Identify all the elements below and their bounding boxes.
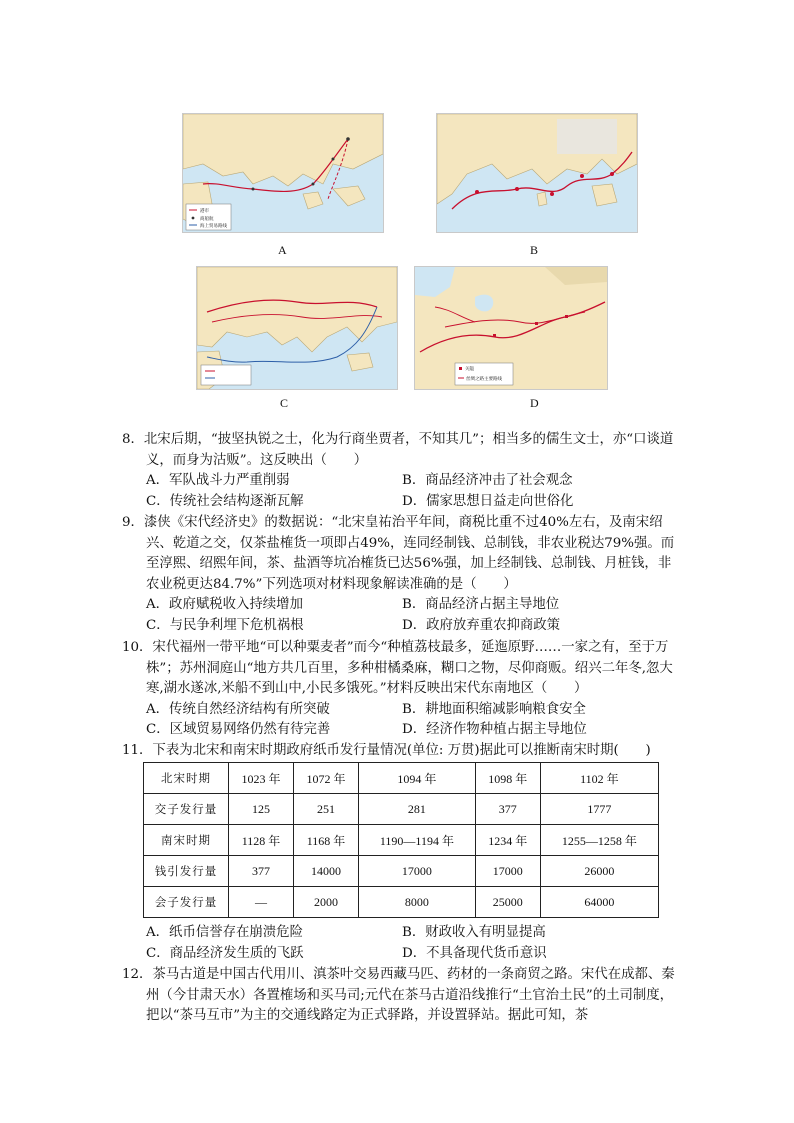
question-8-option-b: B．商品经济冲击了社会观念 (402, 473, 573, 488)
map-c (196, 266, 398, 390)
table-cell: 125 (229, 794, 294, 825)
map-c-graphic (197, 267, 397, 389)
table-cell: 251 (293, 794, 358, 825)
table-cell: 377 (475, 794, 540, 825)
map-d-graphic (415, 267, 607, 389)
table-cell: 2000 (293, 887, 358, 918)
question-11-option-d: D．不具备现代货币意识 (402, 945, 547, 961)
table-row (144, 794, 659, 825)
map-b (436, 113, 638, 233)
map-d-legend-1: 丝绸之路主要路线 (466, 377, 502, 382)
question-9-option-b: B．商品经济占据主导地位 (402, 597, 560, 612)
question-11-options (122, 923, 682, 964)
question-9 (122, 513, 682, 636)
question-8-option-a: A．军队战斗力严重削弱 (146, 473, 290, 488)
question-11-table (143, 762, 659, 918)
table-cell: 281 (358, 794, 475, 825)
map-a-legend-0: 港市 (200, 209, 209, 214)
table-cell: 26000 (540, 856, 658, 887)
map-a-legend-1: 商船航 (200, 217, 214, 222)
table-row (144, 887, 659, 918)
map-d-label: D (530, 396, 539, 410)
table-cell: 1777 (540, 794, 658, 825)
table-cell: 北宋时期 (144, 763, 229, 794)
table-cell: 1190—1194 年 (358, 825, 475, 856)
question-12-text: 12．茶马古道是中国古代用川、滇茶叶交易西藏马匹、药材的一条商贸之路。宋代在成都、秦州（今甘肃天水）各置榷场和买马司;元代在茶马古道沿线推行“土官治土民”的土司制度，把以“茶马互市”为主的交通线路定为正式驿路，并设置驿站。据此可知，茶 (122, 967, 675, 1023)
question-8-text: 8．北宋后期，“披坚执锐之士，化为行商坐贾者，不知其几”；相当多的儒生文士，亦“口谈道义，而身为沽贩”。这反映出（ ） (122, 432, 674, 468)
question-9-text: 9．漆侠《宋代经济史》的数据说：“北宋皇祐治平年间，商税比重不过40%左右，及南宋绍兴、乾道之交，仅茶盐榷货一项即占49%，连同经制钱、总制钱，非农业税达79%强。而至淳熙、绍熙年间，茶、盐酒等坑冶榷货已达56%强，加上经制钱、总制钱、月桩钱，非农业税更达84.7%”下列选项对材料现象解读准确的是（ ） (122, 515, 675, 592)
table-cell: 会子发行量 (144, 887, 229, 918)
question-8-option-d: D．儒家思想日益走向世俗化 (402, 493, 574, 509)
question-11-option-c: C．商品经济发生质的飞跃 (146, 945, 304, 961)
table-cell: — (229, 887, 294, 918)
map-a (182, 113, 384, 233)
question-10-option-b: B．耕地面积缩减影响粮食安全 (402, 701, 586, 717)
question-10-option-d: D．经济作物种植占据主导地位 (402, 722, 587, 737)
table-cell: 南宋时期 (144, 825, 229, 856)
question-10-text: 10．宋代福州一带平地“可以种粟麦者”而今“种植荔枝最多，延迤原野……一家之有，至于万株”；苏州洞庭山“地方共几百里，多种柑橘桑麻，糊口之物，尽仰商贩。绍兴二年冬,忽大寒,湖水遂冰,米船不到山中,小民多饿死。”材料反映出宋代东南地区（ ） (122, 640, 673, 696)
table-cell: 17000 (358, 856, 475, 887)
map-d-legend-0: 关隘 (465, 367, 474, 372)
question-8-option-c: C．传统社会结构逐渐瓦解 (146, 493, 304, 509)
map-a-graphic (183, 114, 383, 232)
question-9-option-c: C．与民争利埋下危机祸根 (146, 617, 304, 633)
table-cell: 1102 年 (540, 763, 658, 794)
question-11 (122, 741, 682, 762)
table-row (144, 763, 659, 794)
table-cell: 17000 (475, 856, 540, 887)
question-10 (122, 638, 682, 741)
table-cell: 交子发行量 (144, 794, 229, 825)
question-9-option-d: D．政府放弃重农抑商政策 (402, 617, 561, 633)
question-10-option-a: A．传统自然经济结构有所突破 (146, 701, 330, 717)
table-cell: 64000 (540, 887, 658, 918)
question-11-option-a: A．纸币信誉存在崩溃危险 (146, 925, 303, 940)
map-c-label: C (280, 396, 289, 410)
question-11-option-b: B．财政收入有明显提高 (402, 925, 546, 940)
table-cell: 1168 年 (293, 825, 358, 856)
map-d (414, 266, 608, 390)
map-a-label: A (278, 243, 287, 257)
map-b-graphic (437, 114, 637, 232)
table-cell: 1023 年 (229, 763, 294, 794)
table-cell: 1255—1258 年 (540, 825, 658, 856)
table-cell: 377 (229, 856, 294, 887)
question-10-option-c: C．区域贸易网络仍然有待完善 (146, 722, 331, 737)
table-row (144, 856, 659, 887)
table-cell: 钱引发行量 (144, 856, 229, 887)
table-cell: 1072 年 (293, 763, 358, 794)
table-cell: 14000 (293, 856, 358, 887)
table-cell: 1094 年 (358, 763, 475, 794)
table-cell: 8000 (358, 887, 475, 918)
table-cell: 1098 年 (475, 763, 540, 794)
question-8 (122, 430, 682, 512)
question-11-text: 11．下表为北宋和南宋时期政府纸币发行量情况(单位: 万贯)据此可以推断南宋时期( ) (122, 743, 651, 758)
question-9-option-a: A．政府赋税收入持续增加 (146, 597, 303, 612)
map-a-legend-2: 海上贸易路线 (200, 224, 227, 229)
table-cell: 1234 年 (475, 825, 540, 856)
table-cell: 25000 (475, 887, 540, 918)
question-12 (122, 965, 682, 1027)
table-row (144, 825, 659, 856)
map-b-label: B (530, 243, 539, 257)
table-cell: 1128 年 (229, 825, 294, 856)
